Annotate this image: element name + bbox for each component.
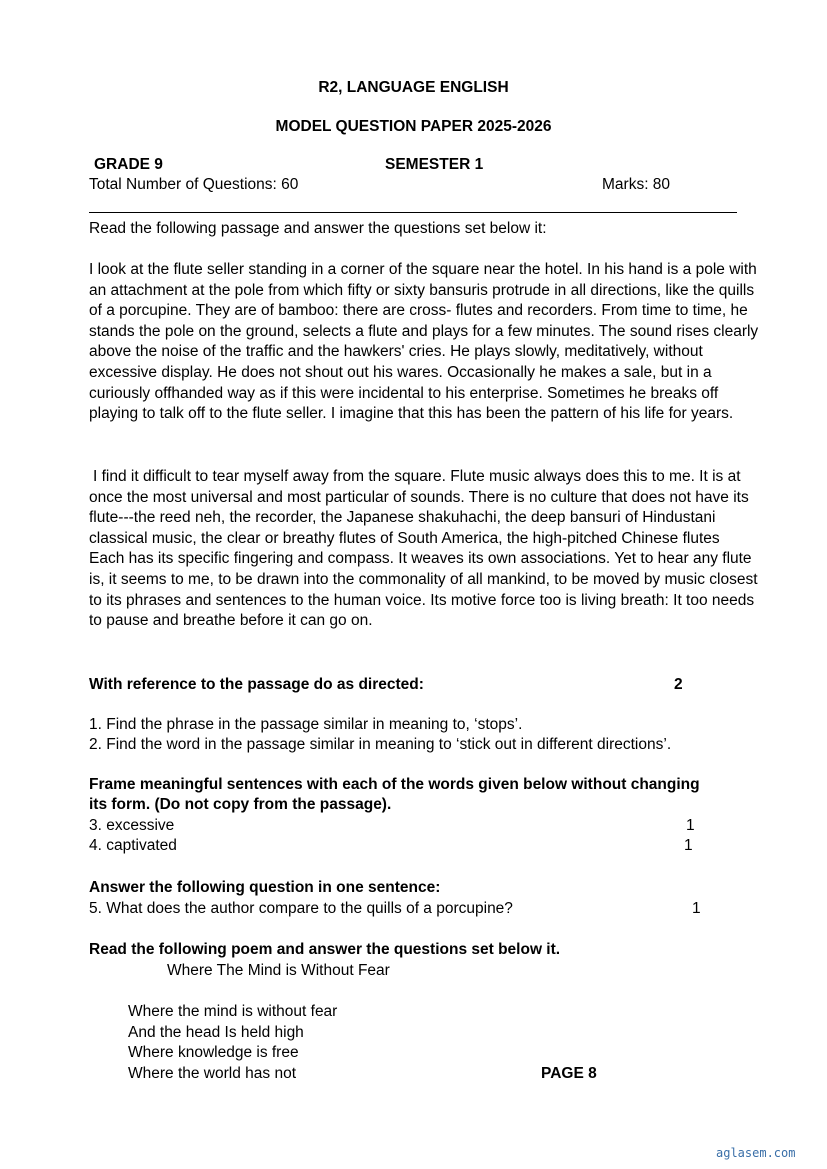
marks-total: Marks: 80 xyxy=(602,176,671,193)
passage-paragraph-1: I look at the flute seller standing in a corner of the square near the hotel. In his hand is a pole with an attachment at the pole from which fifty or sixty bansuris protrude in all directions, like the quills of a porcupine. They are of bamboo: there are cross- flutes and recorders. From time to time, he stands the pole on the ground, selects a flute and plays for a few minutes. The sound rises clearly above the noise of the traffic and the hawkers' cries. He plays slowly, meditatively, without excessive display. He does not shout out his wares. Occasionally he makes a sale, but in a curiously offhanded way as if this were incidental to his enterprise. Sometimes he breaks off playing to talk off to the flute seller. I imagine that this has been the pattern of his life for years. xyxy=(89,261,759,423)
question-3-marks: 1 xyxy=(686,817,695,834)
poem-line: Where knowledge is free xyxy=(128,1044,299,1061)
page-number: PAGE 8 xyxy=(541,1065,597,1082)
header-divider xyxy=(89,212,737,213)
question-3: 3. excessive xyxy=(89,817,175,834)
section-heading-reference: With reference to the passage do as directed: xyxy=(89,676,424,693)
watermark-link[interactable]: aglasem.com xyxy=(716,1146,796,1160)
semester-label: SEMESTER 1 xyxy=(385,156,484,173)
poem-line: And the head Is held high xyxy=(128,1024,304,1041)
paper-subtitle: MODEL QUESTION PAPER 2025-2026 xyxy=(275,118,552,135)
grade-label: GRADE 9 xyxy=(94,156,163,173)
section-heading-one-sentence: Answer the following question in one sentence: xyxy=(89,879,441,896)
section-heading-sentences: Frame meaningful sentences with each of the words given below without changing xyxy=(89,776,700,793)
question-2: 2. Find the word in the passage similar in meaning to ‘stick out in different directions’. xyxy=(89,736,672,753)
total-questions: Total Number of Questions: 60 xyxy=(89,176,299,193)
section-marks-reference: 2 xyxy=(674,676,683,693)
question-5: 5. What does the author compare to the quills of a porcupine? xyxy=(89,900,513,917)
section-heading-sentences-2: its form. (Do not copy from the passage). xyxy=(89,796,392,813)
poem-line: Where the world has not xyxy=(128,1065,297,1082)
question-4: 4. captivated xyxy=(89,837,177,854)
paper-title: R2, LANGUAGE ENGLISH xyxy=(318,79,509,96)
question-4-marks: 1 xyxy=(684,837,693,854)
passage-instruction: Read the following passage and answer the questions set below it: xyxy=(89,220,547,237)
passage-paragraph-2: I find it difficult to tear myself away from the square. Flute music always does this to me. It is at once the most universal and most particular of sounds. There is no culture that does not have its flute---the reed neh, the recorder, the Japanese shakuhachi, the deep bansuri of Hindustani classical music, the clear or breathy flutes of South America, the high-pitched Chinese flutes Each has its specific fingering and compass. It weaves its own associations. Yet to hear any flute is, it seems to me, to be drawn into the commonality of all mankind, to be moved by music closest to its phrases and sentences to the human voice. Its motive force too is living breath: It too needs to pause and breathe before it can go on. xyxy=(89,468,758,630)
question-1: 1. Find the phrase in the passage similar in meaning to, ‘stops’. xyxy=(89,716,523,733)
poem-title: Where The Mind is Without Fear xyxy=(167,962,390,979)
poem-line: Where the mind is without fear xyxy=(128,1003,338,1020)
section-heading-poem: Read the following poem and answer the questions set below it. xyxy=(89,941,561,958)
question-5-marks: 1 xyxy=(692,900,701,917)
